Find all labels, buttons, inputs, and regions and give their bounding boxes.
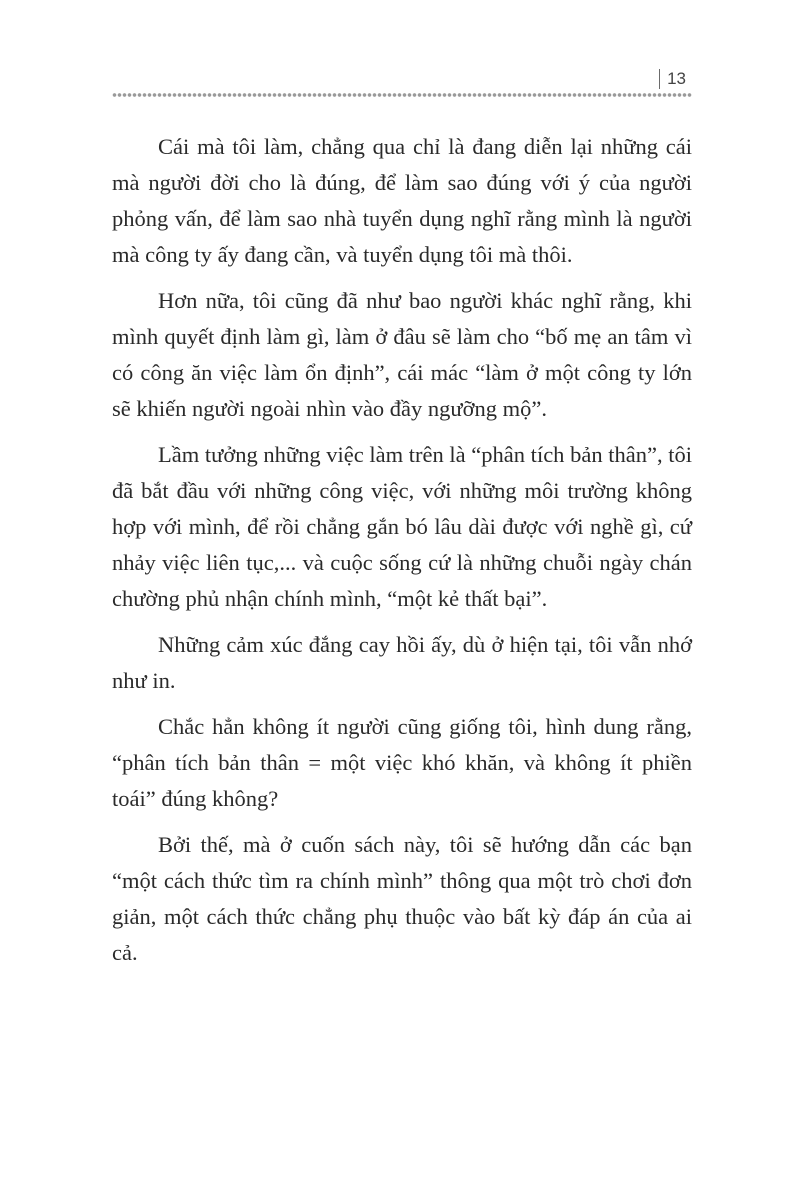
- page-number-divider: [659, 69, 661, 89]
- paragraph-2: Hơn nữa, tôi cũng đã như bao người khác nghĩ rằng, khi mình quyết định làm gì, làm ở đâu sẽ làm cho “bố mẹ an tâm vì có công ăn việc làm ổn định”, cái mác “làm ở một công ty lớn sẽ khiến người ngoài nhìn vào đầy ngưỡng mộ”.: [112, 288, 692, 421]
- dotted-header-rule: [112, 92, 692, 98]
- paragraph-6: Bởi thế, mà ở cuốn sách này, tôi sẽ hướng dẫn các bạn “một cách thức tìm ra chính mình” thông qua một trò chơi đơn giản, một cách thức chẳng phụ thuộc vào bất kỳ đáp án của ai cả.: [112, 832, 692, 965]
- paragraph-4: Những cảm xúc đắng cay hồi ấy, dù ở hiện tại, tôi vẫn nhớ như in.: [112, 632, 692, 693]
- paragraph-5: Chắc hẳn không ít người cũng giống tôi, hình dung rằng, “phân tích bản thân = một việc khó khăn, và không ít phiền toái” đúng không?: [112, 714, 692, 811]
- page-header: [112, 64, 692, 104]
- paragraph-1: Cái mà tôi làm, chẳng qua chỉ là đang diễn lại những cái mà người đời cho là đúng, để làm sao đúng với ý của người phỏng vấn, để làm sao nhà tuyển dụng nghĩ rằng mình là người mà công ty ấy đang cần, và tuyển dụng tôi mà thôi.: [112, 134, 692, 267]
- page-number-block: [659, 68, 686, 90]
- body-text: [112, 129, 692, 981]
- paragraph-3: Lầm tưởng những việc làm trên là “phân tích bản thân”, tôi đã bắt đầu với những công việc, với những môi trường không hợp với mình, để rồi chẳng gắn bó lâu dài được với nghề gì, cứ nhảy việc liên tục,... và cuộc sống cứ là những chuỗi ngày chán chường phủ nhận chính mình, “một kẻ thất bại”.: [112, 442, 692, 611]
- page-number: 13: [667, 69, 686, 88]
